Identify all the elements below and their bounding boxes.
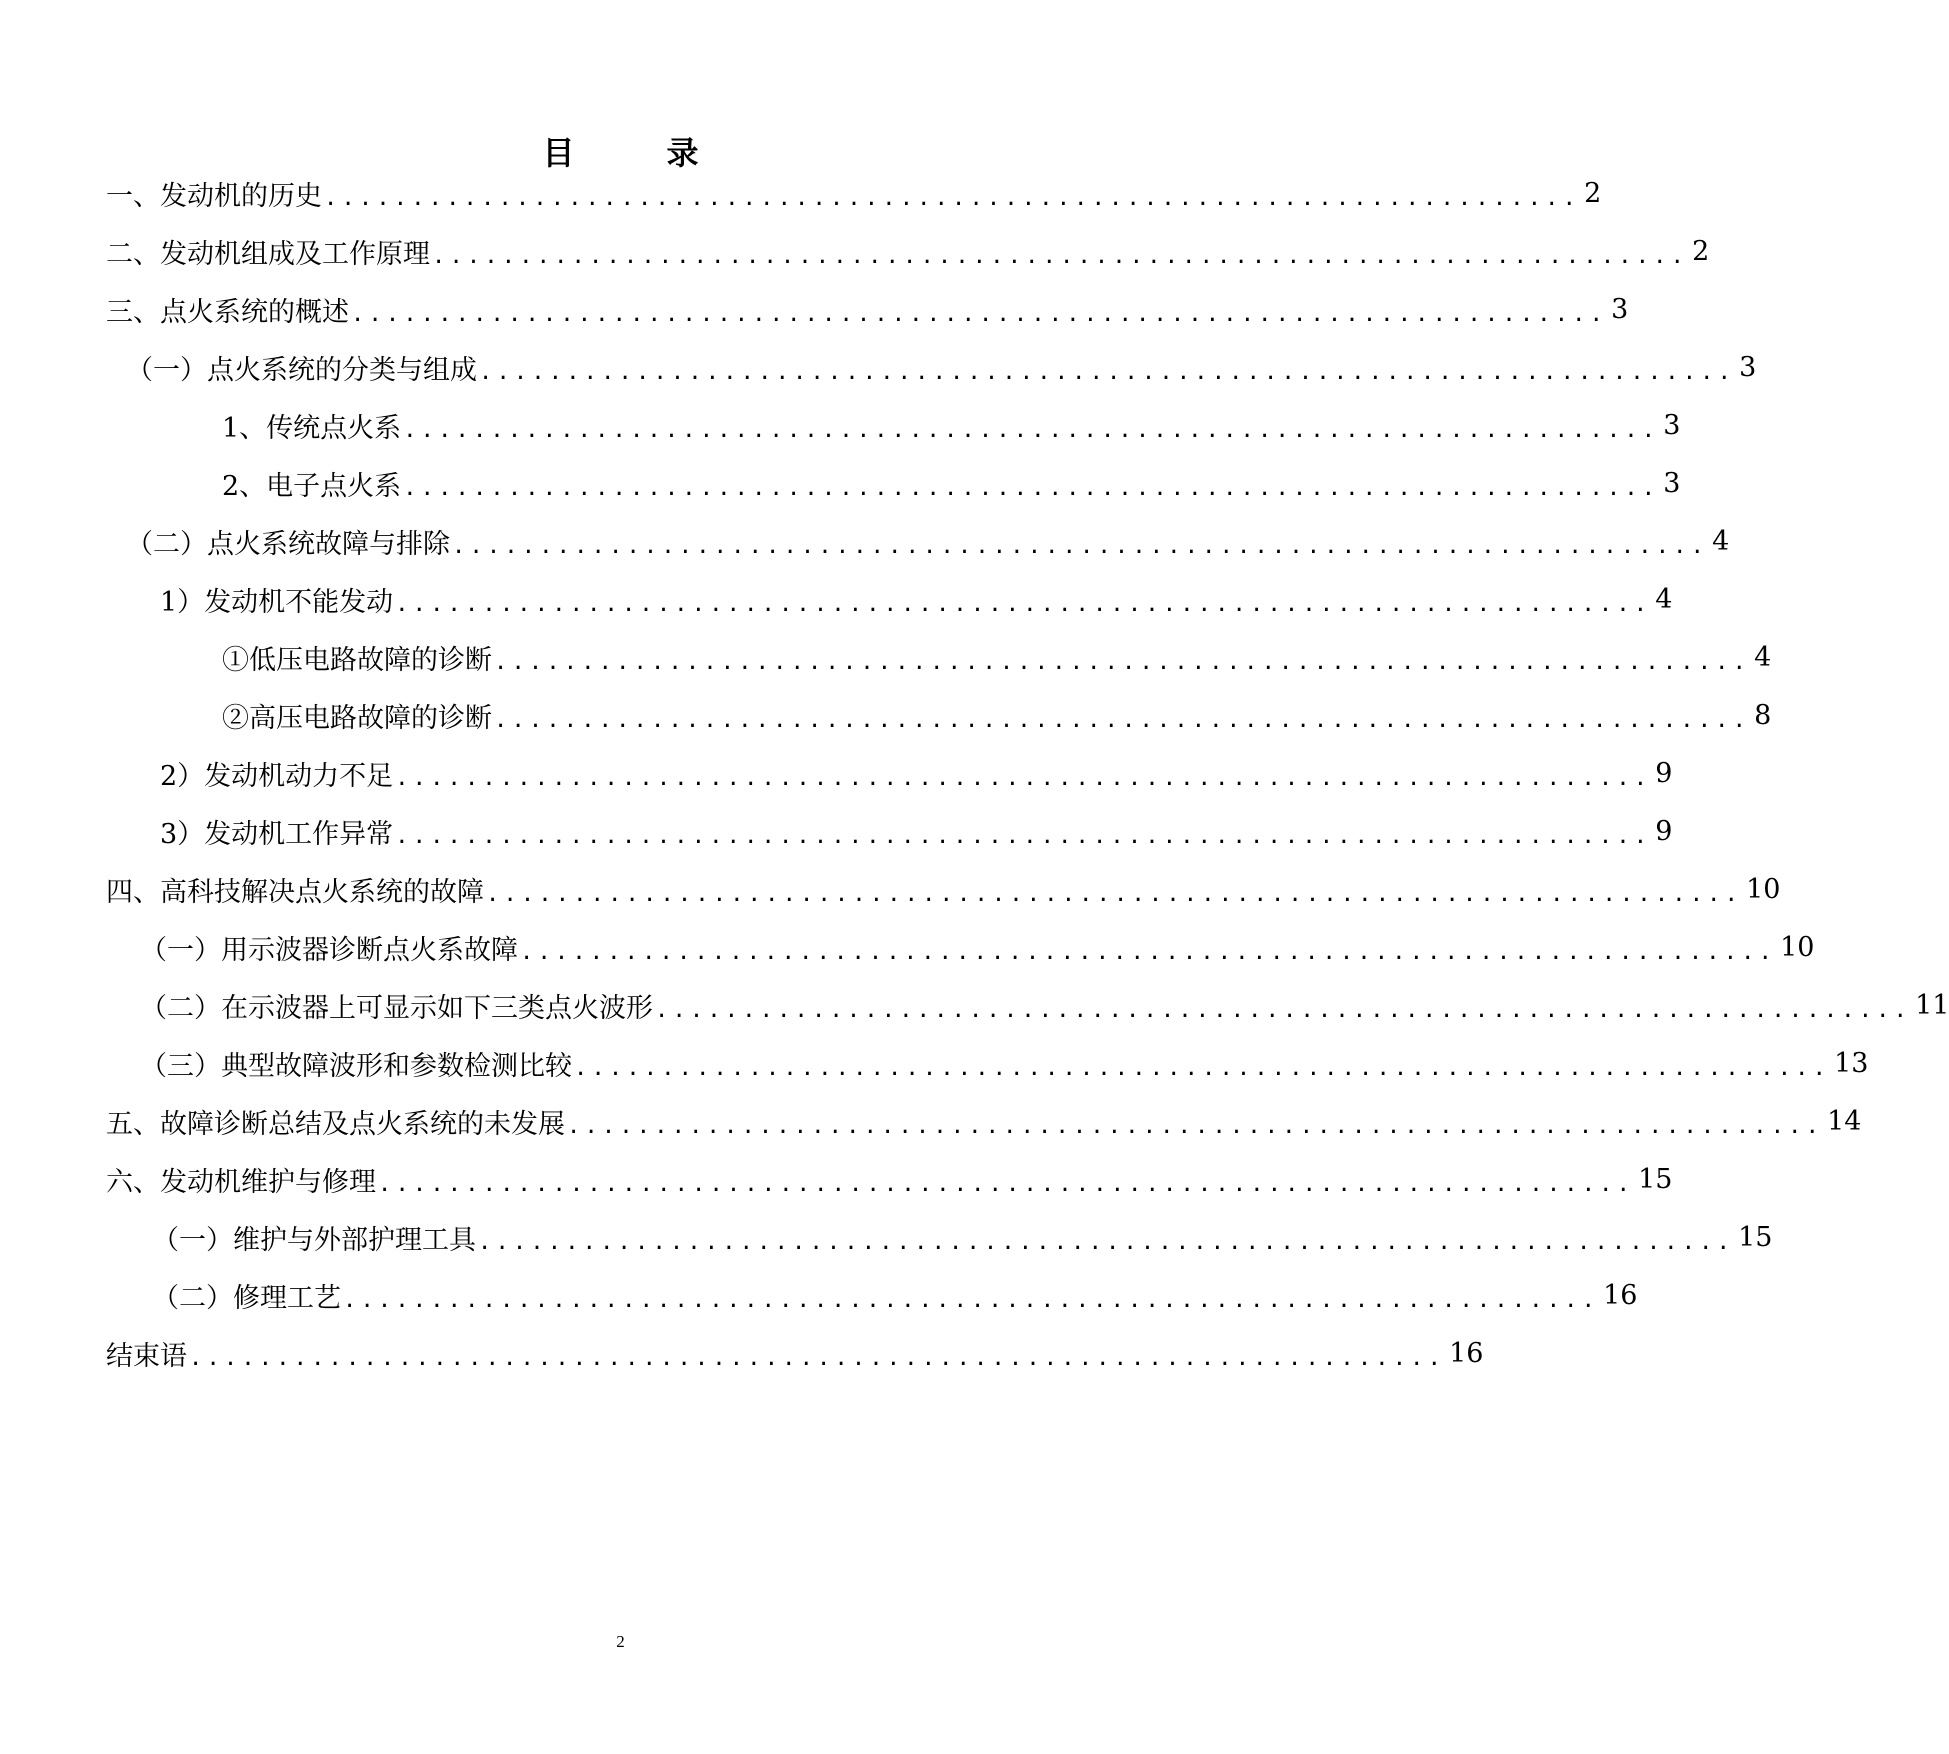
toc-entry-title: （二）修理工艺 — [152, 1282, 341, 1314]
toc-entry-title: 五、故障诊断总结及点火系统的未发展 — [106, 1108, 565, 1140]
toc-entry-page: 3 — [1663, 467, 1681, 499]
toc-entry-title: 3）发动机工作异常 — [160, 818, 394, 850]
toc-leader-dots: ........................................................................ — [378, 1171, 1635, 1197]
toc-entry-title: （二）点火系统故障与排除 — [126, 528, 450, 560]
toc-entry-page: 4 — [1655, 583, 1673, 615]
toc-entry-page: 4 — [1754, 641, 1772, 673]
toc-entry[interactable] — [106, 1159, 1673, 1199]
toc-entry-page: 16 — [1449, 1337, 1484, 1369]
toc-leader-dots: ........................................................................ — [395, 765, 1652, 791]
toc-leader-dots: ........................................................................ — [478, 1229, 1735, 1255]
toc-leader-dots: ........................................................................ — [403, 475, 1660, 501]
toc-entry[interactable] — [222, 695, 1772, 735]
toc-entry-title: （一）维护与外部护理工具 — [152, 1224, 476, 1256]
toc-entry-page: 3 — [1739, 351, 1757, 383]
toc-entry[interactable] — [106, 1101, 1862, 1141]
toc-entry-page: 16 — [1603, 1279, 1638, 1311]
toc-leader-dots: ........................................................................ — [479, 359, 1736, 385]
footer-page-number: 2 — [616, 1632, 625, 1651]
toc-entry-page: 14 — [1827, 1105, 1862, 1137]
toc-entry[interactable] — [160, 811, 1673, 851]
toc-leader-dots: ........................................................................ — [324, 185, 1581, 211]
toc-leader-dots: ........................................................................ — [343, 1287, 1600, 1313]
toc-entry-page: 13 — [1834, 1047, 1869, 1079]
toc-leader-dots: ........................................................................ — [494, 707, 1751, 733]
toc-entry[interactable] — [140, 1043, 1869, 1083]
toc-leader-dots: ........................................................................ — [395, 823, 1652, 849]
toc-entry-title: 2）发动机动力不足 — [160, 760, 394, 792]
toc-entry-title: （三）典型故障波形和参数检测比较 — [140, 1050, 572, 1082]
toc-entry-page: 2 — [1584, 177, 1602, 209]
toc-entry[interactable] — [222, 637, 1772, 677]
toc-entry-page: 10 — [1746, 873, 1781, 905]
toc-leader-dots: ........................................................................ — [574, 1055, 1831, 1081]
toc-entry-page: 4 — [1712, 525, 1730, 557]
toc-leader-dots: ........................................................................ — [403, 417, 1660, 443]
toc-entry-title: 2、电子点火系 — [222, 470, 402, 502]
toc-entry[interactable] — [106, 173, 1602, 213]
toc-entry[interactable] — [222, 463, 1681, 503]
toc-leader-dots: ........................................................................ — [432, 243, 1689, 269]
toc-entry-page: 10 — [1780, 931, 1815, 963]
toc-leader-dots: ........................................................................ — [520, 939, 1777, 965]
toc-entry-page: 3 — [1663, 409, 1681, 441]
toc-entry-page: 15 — [1738, 1221, 1773, 1253]
toc-leader-dots: ........................................................................ — [486, 881, 1743, 907]
toc-entry[interactable] — [152, 1217, 1773, 1257]
toc-entry-title: 二、发动机组成及工作原理 — [106, 238, 430, 270]
toc-entry-title: 六、发动机维护与修理 — [106, 1166, 376, 1198]
toc-leader-dots: ........................................................................ — [189, 1345, 1446, 1371]
toc-entry-title: （一）点火系统的分类与组成 — [126, 354, 477, 386]
toc-entry[interactable] — [126, 347, 1757, 387]
toc-leader-dots: ........................................................................ — [655, 997, 1912, 1023]
toc-entry-page: 9 — [1655, 757, 1673, 789]
toc-entry[interactable] — [126, 521, 1730, 561]
toc-entry-page: 11 — [1915, 989, 1949, 1021]
toc-leader-dots: ........................................................................ — [494, 649, 1751, 675]
toc-entry-page: 8 — [1754, 699, 1772, 731]
toc-entry-title: ①低压电路故障的诊断 — [222, 644, 492, 676]
toc-leader-dots: ........................................................................ — [351, 301, 1608, 327]
toc-leader-dots: ........................................................................ — [452, 533, 1709, 559]
toc-entry-title: 三、点火系统的概述 — [106, 296, 349, 328]
toc-entry-title: ②高压电路故障的诊断 — [222, 702, 492, 734]
toc-entry-page: 3 — [1611, 293, 1629, 325]
toc-entry[interactable] — [106, 1333, 1484, 1373]
toc-entry-title: 1）发动机不能发动 — [160, 586, 394, 618]
toc-entry-page: 2 — [1692, 235, 1710, 267]
toc-entry-page: 15 — [1638, 1163, 1673, 1195]
toc-leader-dots: ........................................................................ — [567, 1113, 1824, 1139]
toc-entry[interactable] — [160, 579, 1673, 619]
toc-entry-title: 1、传统点火系 — [222, 412, 402, 444]
toc-entry[interactable] — [222, 405, 1681, 445]
toc-entry[interactable] — [140, 985, 1949, 1025]
toc-entry[interactable] — [152, 1275, 1638, 1315]
toc-entry-title: 一、发动机的历史 — [106, 180, 322, 212]
toc-entry[interactable] — [106, 289, 1629, 329]
toc-title: 目 录 — [542, 134, 729, 172]
toc-entry[interactable] — [140, 927, 1815, 967]
toc-entry-page: 9 — [1655, 815, 1673, 847]
toc-entry-title: 结束语 — [106, 1340, 187, 1372]
toc-entry[interactable] — [160, 753, 1673, 793]
toc-leader-dots: ........................................................................ — [395, 591, 1652, 617]
toc-entry-title: （一）用示波器诊断点火系故障 — [140, 934, 518, 966]
toc-entry[interactable] — [106, 869, 1781, 909]
toc-entry-title: 四、高科技解决点火系统的故障 — [106, 876, 484, 908]
toc-entry-title: （二）在示波器上可显示如下三类点火波形 — [140, 992, 653, 1024]
toc-entry[interactable] — [106, 231, 1710, 271]
